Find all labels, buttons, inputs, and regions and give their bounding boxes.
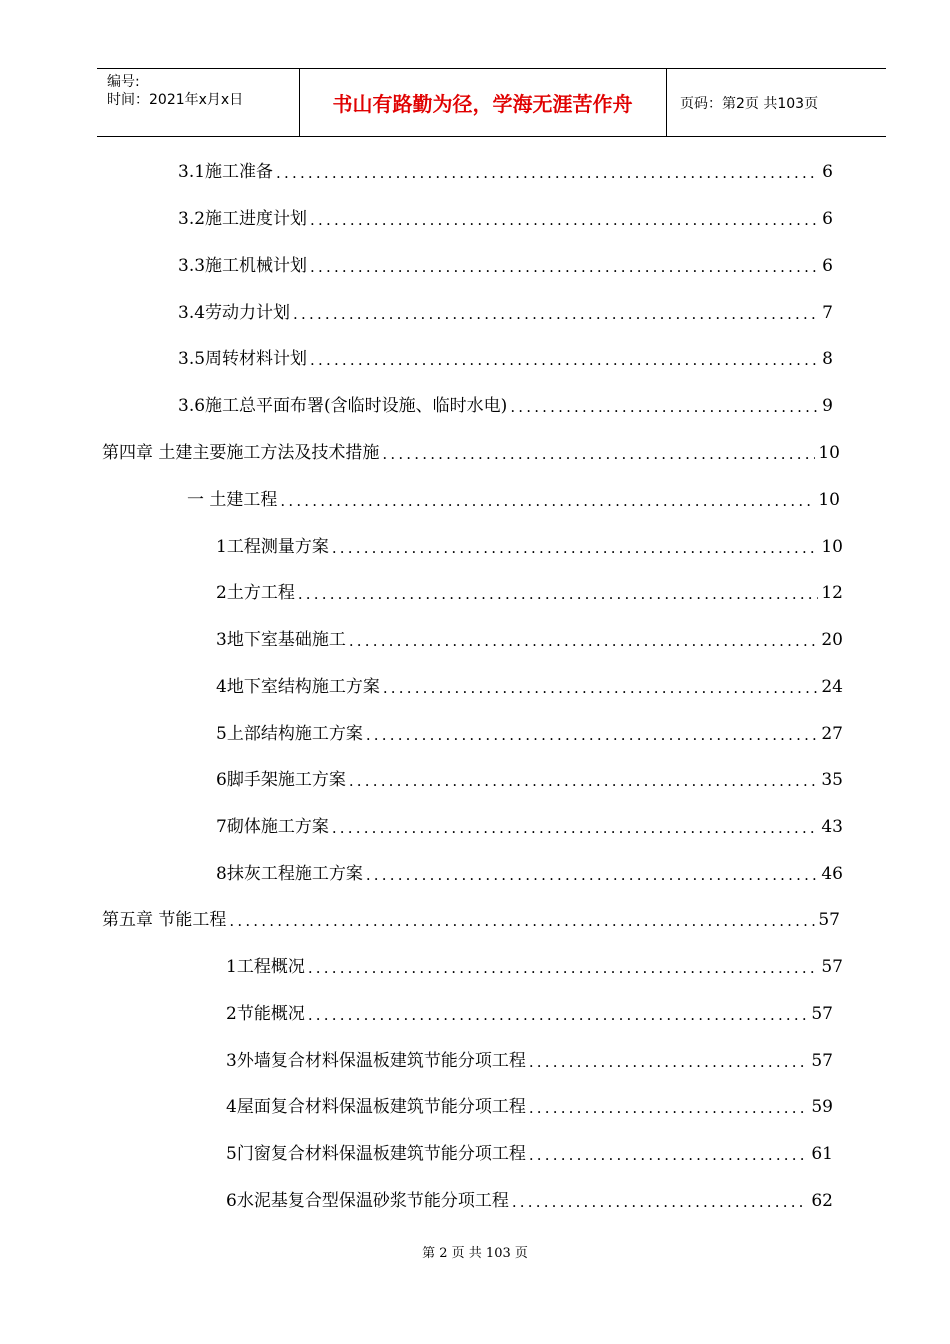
toc-entry-page: 57 [811,1004,833,1024]
toc-entry-page: 57 [811,1051,833,1071]
toc-entry-label: 3.6施工总平面布署(含临时设施、临时水电) [178,396,508,416]
header-meta-cell [97,69,300,136]
toc-entry[interactable] [178,254,833,278]
serial-label: 编号: [107,74,140,90]
motto-text: 书山有路勤为径，学海无涯苦作舟 [332,92,633,116]
toc-chapter-entry[interactable] [102,908,840,932]
toc-entry[interactable] [216,815,843,839]
toc-entry-label: 4屋面复合材料保温板建筑节能分项工程 [226,1097,526,1117]
toc-entry-label: 8抹灰工程施工方案 [216,864,363,884]
toc-entry-page: 62 [811,1191,833,1211]
toc-entry-label: 2土方工程 [216,583,295,603]
toc-leader-dots [349,770,819,792]
toc-entry[interactable] [226,1049,833,1073]
toc-entry-label: 第五章 节能工程 [102,910,227,930]
toc-entry-label: 3外墙复合材料保温板建筑节能分项工程 [226,1051,526,1071]
toc-entry-label: 第四章 土建主要施工方法及技术措施 [102,443,380,463]
toc-entry[interactable] [226,1142,833,1166]
toc-entry[interactable] [178,160,833,184]
toc-leader-dots [512,1191,809,1213]
toc-entry-page: 24 [821,677,843,697]
page-footer: 第 2 页 共 103 页 [422,1246,528,1261]
toc-entry-page: 10 [818,490,840,510]
toc-entry-label: 6水泥基复合型保温砂浆节能分项工程 [226,1191,509,1211]
toc-entry-label: 7砌体施工方案 [216,817,329,837]
toc-entry-page: 6 [822,162,833,182]
toc-section-entry[interactable] [187,488,840,512]
toc-entry-page: 61 [811,1144,833,1164]
toc-leader-dots [529,1097,809,1119]
toc-entry[interactable] [216,768,843,792]
toc-entry-page: 8 [822,349,833,369]
toc-leader-dots [529,1144,809,1166]
header-page-cell [666,69,886,136]
toc-entry-page: 35 [821,770,843,790]
toc-leader-dots [366,724,819,746]
toc-entry-label: 1工程测量方案 [216,537,329,557]
toc-entry-page: 7 [822,303,833,323]
toc-entry[interactable] [178,394,833,418]
toc-entry-page: 6 [822,209,833,229]
toc-entry-page: 43 [821,817,843,837]
toc-leader-dots [298,583,819,605]
toc-entry-page: 12 [821,583,843,603]
toc-leader-dots [349,630,819,652]
toc-entry[interactable] [226,1002,833,1026]
toc-entry-label: 2节能概况 [226,1004,305,1024]
toc-leader-dots [510,396,819,418]
toc-entry[interactable] [178,347,833,371]
toc-entry-page: 9 [822,396,833,416]
toc-entry-page: 57 [821,957,843,977]
toc-entry[interactable] [226,955,843,979]
toc-entry[interactable] [216,862,843,886]
toc-entry[interactable] [226,1095,833,1119]
toc-leader-dots [308,1004,809,1026]
toc-entry-label: 3.2施工进度计划 [178,209,308,229]
toc-leader-dots [382,443,815,465]
toc-entry-label: 3.4劳动力计划 [178,303,291,323]
toc-entry-label: 3地下室基础施工 [216,630,346,650]
toc-leader-dots [529,1051,809,1073]
toc-entry[interactable] [216,722,843,746]
toc-entry-label: 6脚手架施工方案 [216,770,346,790]
toc-leader-dots [332,817,819,839]
toc-leader-dots [310,256,819,278]
toc-entry-page: 10 [818,443,840,463]
toc-entry-page: 10 [821,537,843,557]
toc-entry-label: 3.5周转材料计划 [178,349,308,369]
toc-leader-dots [308,957,819,979]
toc-entry-label: 一 土建工程 [187,490,278,510]
toc-entry[interactable] [178,207,833,231]
time-label: 时间：2021年x月x日 [107,92,244,108]
toc-entry-label: 5门窗复合材料保温板建筑节能分项工程 [226,1144,526,1164]
toc-entry-page: 6 [822,256,833,276]
toc-entry-page: 20 [821,630,843,650]
toc-entry-label: 5上部结构施工方案 [216,724,363,744]
toc-entry-label: 4地下室结构施工方案 [216,677,380,697]
toc-entry-label: 3.1施工准备 [178,162,274,182]
toc-entry[interactable] [216,675,843,699]
toc-leader-dots [276,162,819,184]
toc-leader-dots [280,490,815,512]
toc-entry[interactable] [216,628,843,652]
toc-entry-page: 59 [811,1097,833,1117]
toc-entry-page: 46 [821,864,843,884]
toc-entry[interactable] [216,535,843,559]
toc-leader-dots [229,910,815,932]
toc-entry-page: 27 [821,724,843,744]
page-info: 页码：第2页 共103页 [680,96,819,112]
toc-chapter-entry[interactable] [102,441,840,465]
toc-entry-label: 1工程概况 [226,957,305,977]
toc-entry[interactable] [216,581,843,605]
toc-leader-dots [293,303,819,325]
header-motto-cell [299,69,667,136]
toc-entry-label: 3.3施工机械计划 [178,256,308,276]
toc-leader-dots [366,864,819,886]
toc-entry[interactable] [178,301,833,325]
toc-entry-page: 57 [818,910,840,930]
toc-leader-dots [332,537,819,559]
toc-leader-dots [310,209,819,231]
toc-leader-dots [383,677,819,699]
toc-leader-dots [310,349,819,371]
toc-entry[interactable] [226,1189,833,1213]
page-header [97,68,886,137]
